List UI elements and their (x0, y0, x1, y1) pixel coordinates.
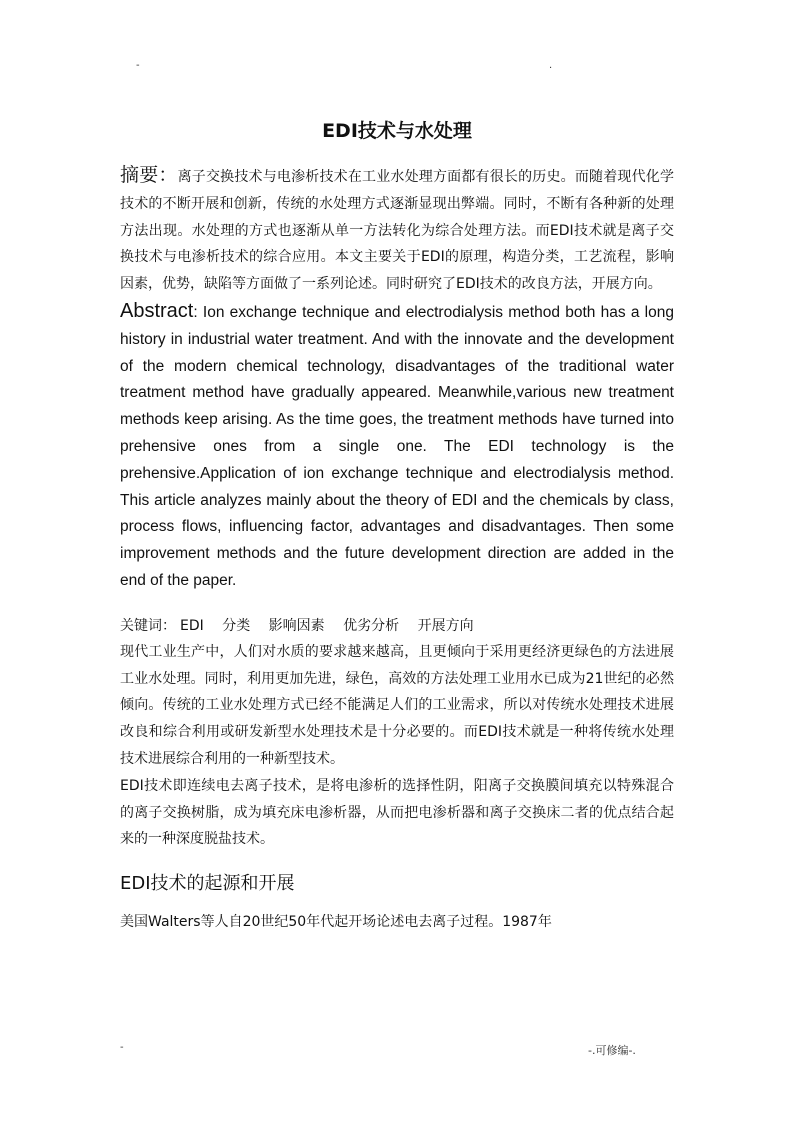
abstract-en (120, 298, 674, 595)
section-paragraph: 美国Walters等人自20世纪50年代起开场论述电去离子过程。1987年 (120, 914, 552, 931)
abstract-cn (120, 162, 674, 298)
body-paragraph: 现代工业生产中，人们对水质的要求越来越高，且更倾向于采用更经济更绿色的方法进展工业水处理。同时，利用更加先进，绿色，高效的方法处理工业用水已成为21世纪的必然倾向。传统的工业水处理方式已经不能满足人们的工业需求，所以对传统水处理技术进展改良和综合利用或研发新型水处理技术是十分必要的。而EDI技术就是一种将传统水处理技术进展综合利用的一种新型技术。 (120, 643, 674, 767)
keyword-item: 分类 (222, 617, 251, 634)
body-paragraph: EDI技术即连续电去离子技术，是将电渗析的选择性阴，阳离子交换膜间填充以特殊混合的离子交换树脂，成为填充床电渗析器，从而把电渗析器和离子交换床二者的优点结合起来的一种深度脱盐技术。 (120, 777, 674, 848)
page-title: EDI技术与水处理 (322, 120, 472, 142)
spacer (120, 595, 674, 613)
header-right-mark: . (549, 60, 553, 71)
footer-left-mark: - (120, 1042, 124, 1053)
abstract-cn-label: 摘要： (120, 164, 178, 186)
keywords-label: 关键词： (120, 617, 176, 634)
keyword-item: 影响因素 (268, 617, 325, 634)
document-body (120, 116, 674, 936)
header-left-mark: - (136, 60, 140, 71)
abstract-en-label: Abstract (120, 299, 194, 322)
keywords-line (120, 613, 674, 639)
keyword-item: 优劣分析 (343, 617, 400, 634)
section-heading: EDI技术的起源和开展 (120, 873, 295, 895)
abstract-en-text: : Ion exchange technique and electrodialysis method both has a long history in industrial water treatment. And with the innovate and the development of the modern chemical technology, disadvantages of the traditional water treatment method have gradually appeared. Meanwhile,various new treatment methods keep arising. As the time goes, the treatment methods have turned into prehensive ones from a single one. The EDI technology is the prehensive.Application of ion exchange technique and electrodialysis method. This article analyzes mainly about the theory of EDI and the chemicals by class, process flows, influencing factor, advantages and disadvantages. Then some improvement methods and the future development direction are added in the end of the paper. (120, 303, 674, 589)
footer-right-mark: -.可修编-. (588, 1044, 636, 1057)
keyword-item: EDI (180, 617, 204, 634)
abstract-cn-text: 离子交换技术与电渗析技术在工业水处理方面都有很长的历史。而随着现代化学技术的不断开展和创新，传统的水处理方式逐渐显现出弊端。同时，不断有各种新的处理方法出现。水处理的方式也逐渐从单一方法转化为综合处理方法。而EDI技术就是离子交换技术与电渗析技术的综合应用。本文主要关于EDI的原理，构造分类，工艺流程，影响因素，优势，缺陷等方面做了一系列论述。同时研究了EDI技术的改良方法，开展方向。 (120, 169, 674, 293)
keyword-item: 开展方向 (417, 617, 474, 634)
